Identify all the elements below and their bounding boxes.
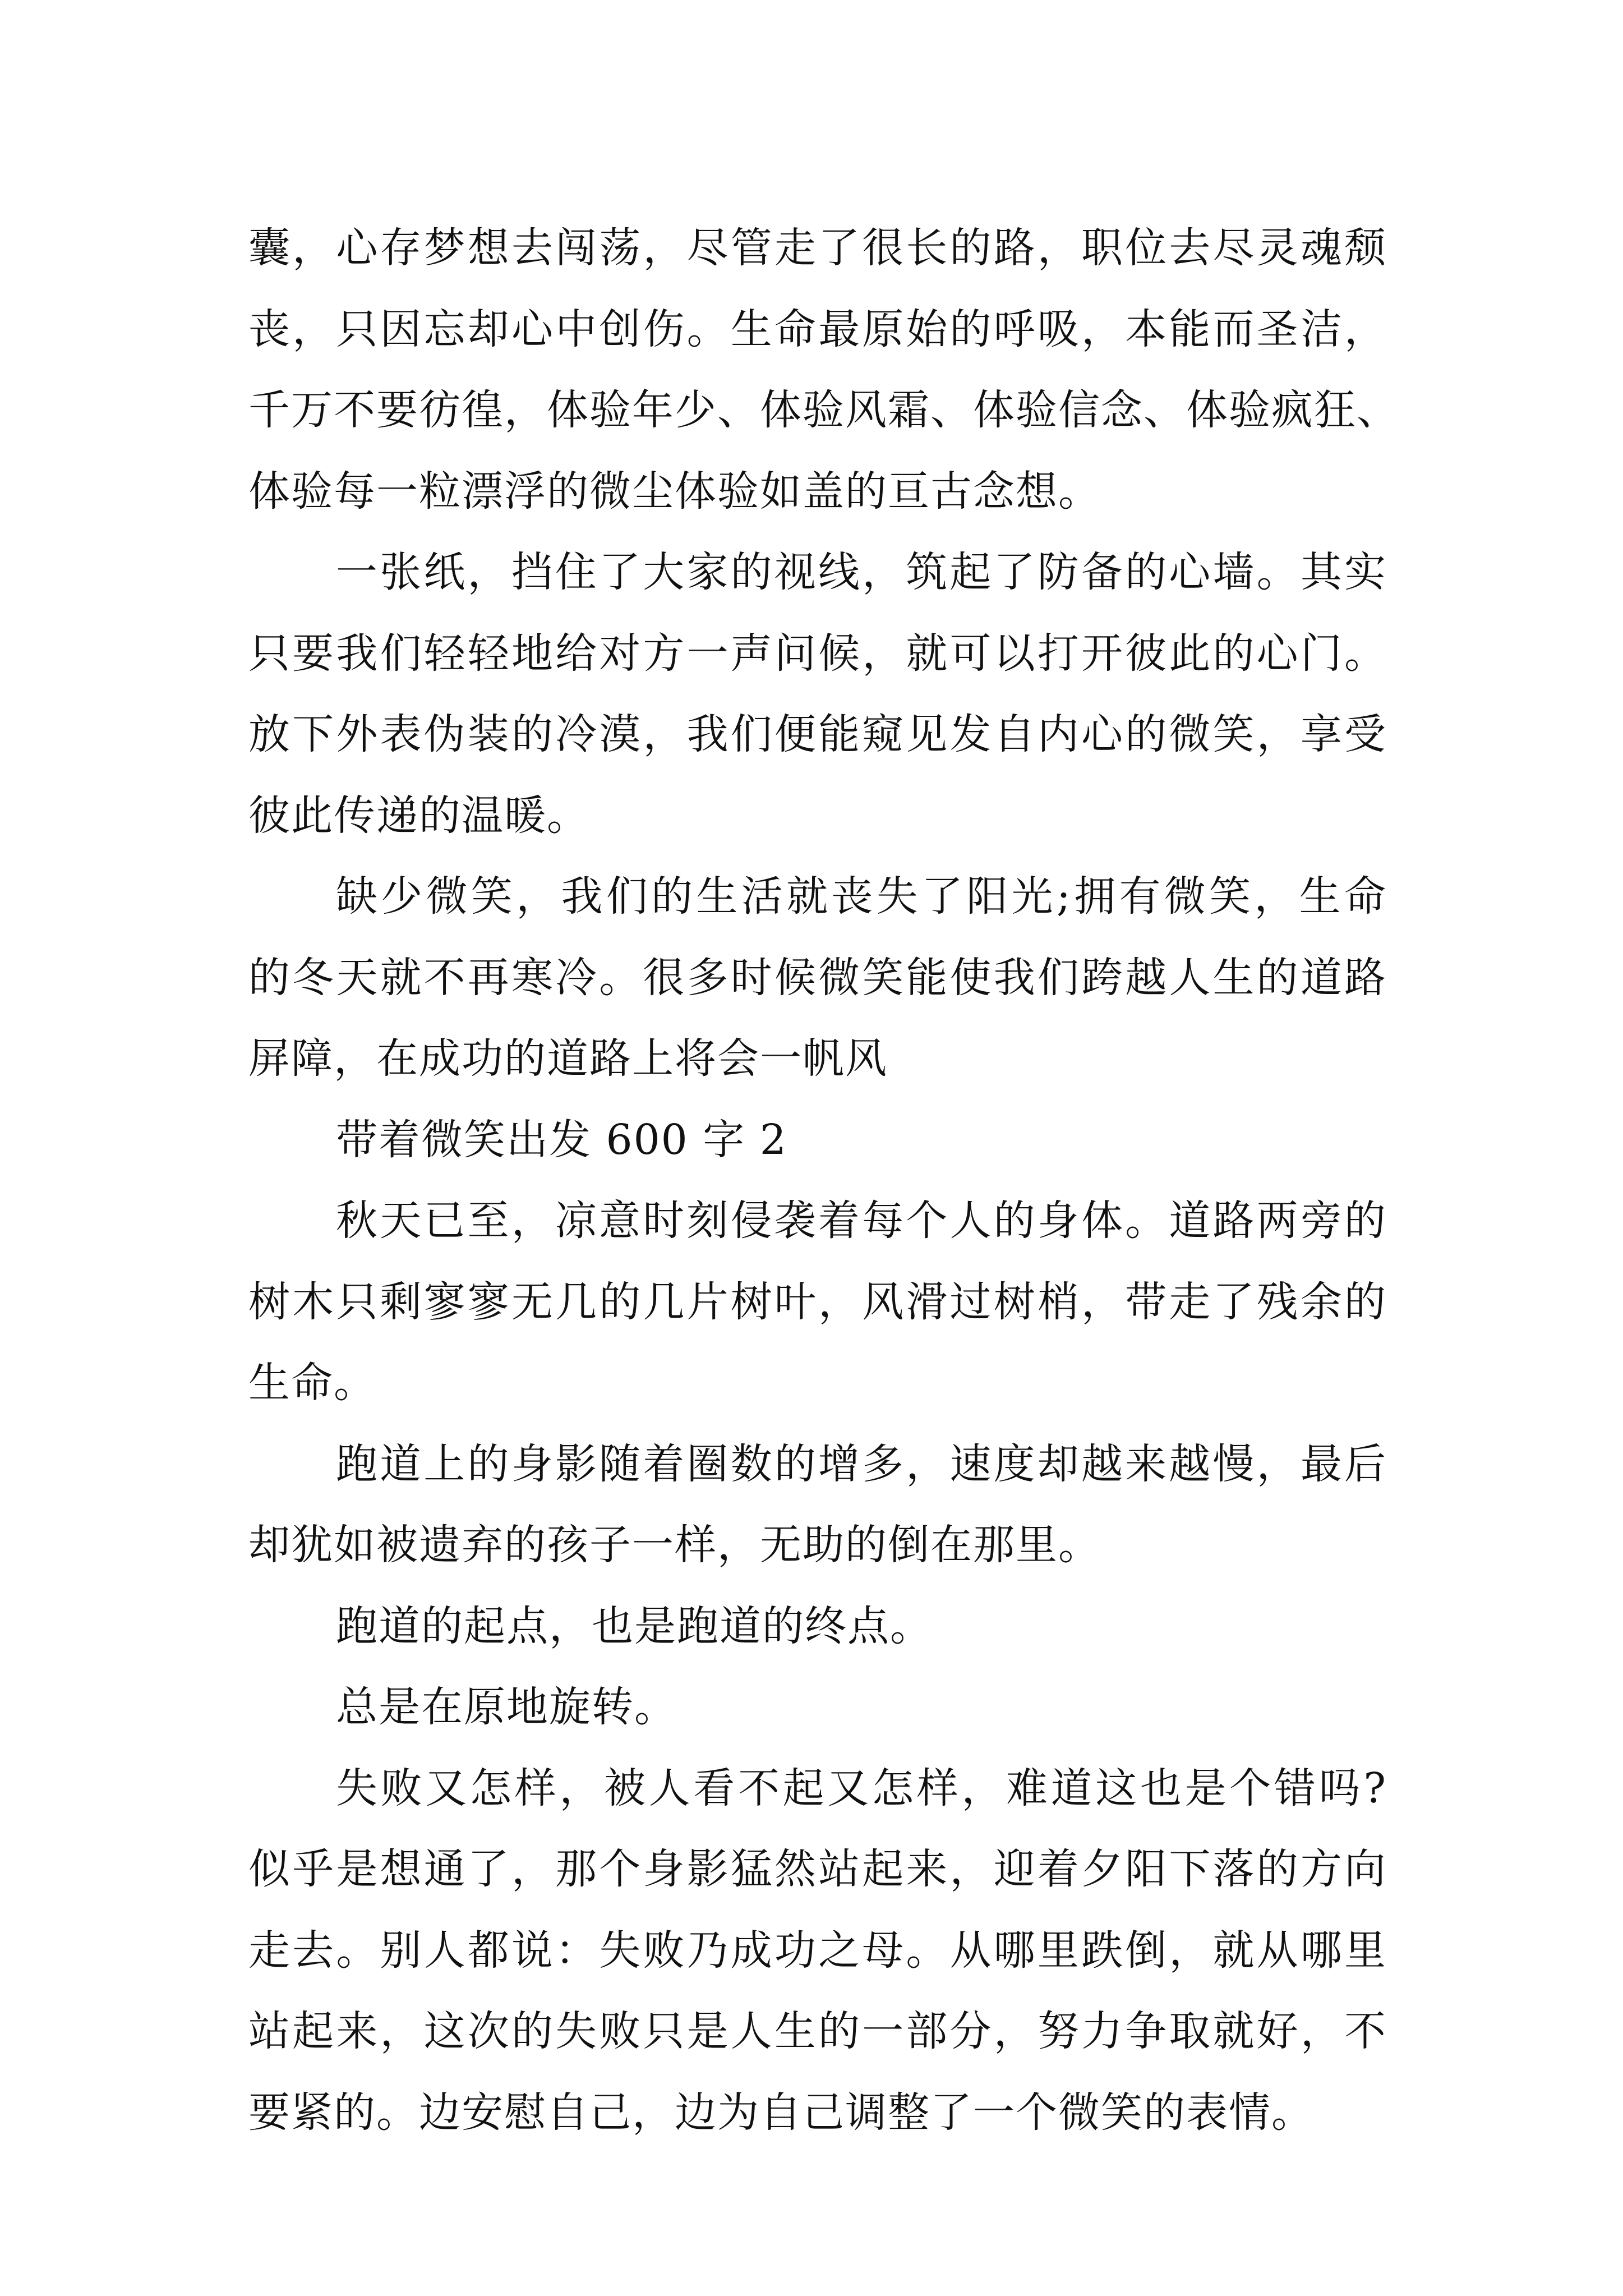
text-line: 彼此传递的温暖。 bbox=[248, 791, 589, 840]
text-line: 失败又怎样，被人看不起又怎样，难道这也是个错吗? bbox=[336, 1764, 1387, 1812]
text-line: 丧，只因忘却心中创伤。生命最原始的呼吸，本能而圣洁， bbox=[248, 305, 1387, 353]
text-line: 跑道上的身影随着圈数的增多，速度却越来越慢，最后 bbox=[336, 1439, 1387, 1488]
text-line: 千万不要彷徨，体验年少、体验风霜、体验信念、体验疯狂、 bbox=[248, 386, 1399, 434]
text-line: 带着微笑出发 600 字 2 bbox=[336, 1115, 787, 1164]
text-line: 要紧的。边安慰自己，边为自己调整了一个微笑的表情。 bbox=[248, 2088, 1314, 2137]
text-line: 屏障，在成功的道路上将会一帆风 bbox=[248, 1034, 888, 1083]
text-line: 一张纸，挡住了大家的视线，筑起了防备的心墙。其实 bbox=[336, 548, 1387, 596]
text-line: 生命。 bbox=[248, 1359, 376, 1407]
text-line: 缺少微笑，我们的生活就丧失了阳光;拥有微笑，生命 bbox=[336, 872, 1387, 921]
text-line: 只要我们轻轻地给对方一声问候，就可以打开彼此的心门。 bbox=[248, 629, 1387, 678]
document-body bbox=[248, 208, 1399, 2153]
text-line: 走去。别人都说：失败乃成功之母。从哪里跌倒，就从哪里 bbox=[248, 1926, 1387, 1975]
text-line: 却犹如被遗弃的孩子一样，无助的倒在那里。 bbox=[248, 1521, 1101, 1569]
text-line: 放下外表伪装的冷漠，我们便能窥见发自内心的微笑，享受 bbox=[248, 710, 1387, 758]
text-line: 站起来，这次的失败只是人生的一部分，努力争取就好，不 bbox=[248, 2007, 1387, 2055]
text-line: 跑道的起点，也是跑道的终点。 bbox=[336, 1602, 933, 1650]
text-line: 体验每一粒漂浮的微尘体验如盖的亘古念想。 bbox=[248, 467, 1101, 516]
text-line: 秋天已至，凉意时刻侵袭着每个人的身体。道路两旁的 bbox=[336, 1197, 1387, 1245]
text-line: 总是在原地旋转。 bbox=[336, 1683, 677, 1731]
text-line: 的冬天就不再寒冷。很多时候微笑能使我们跨越人生的道路 bbox=[248, 953, 1387, 1002]
text-line: 树木只剩寥寥无几的几片树叶，风滑过树梢，带走了残余的 bbox=[248, 1277, 1387, 1326]
text-line: 似乎是想通了，那个身影猛然站起来，迎着夕阳下落的方向 bbox=[248, 1845, 1387, 1893]
text-line: 囊，心存梦想去闯荡，尽管走了很长的路，职位去尽灵魂颓 bbox=[248, 224, 1387, 272]
